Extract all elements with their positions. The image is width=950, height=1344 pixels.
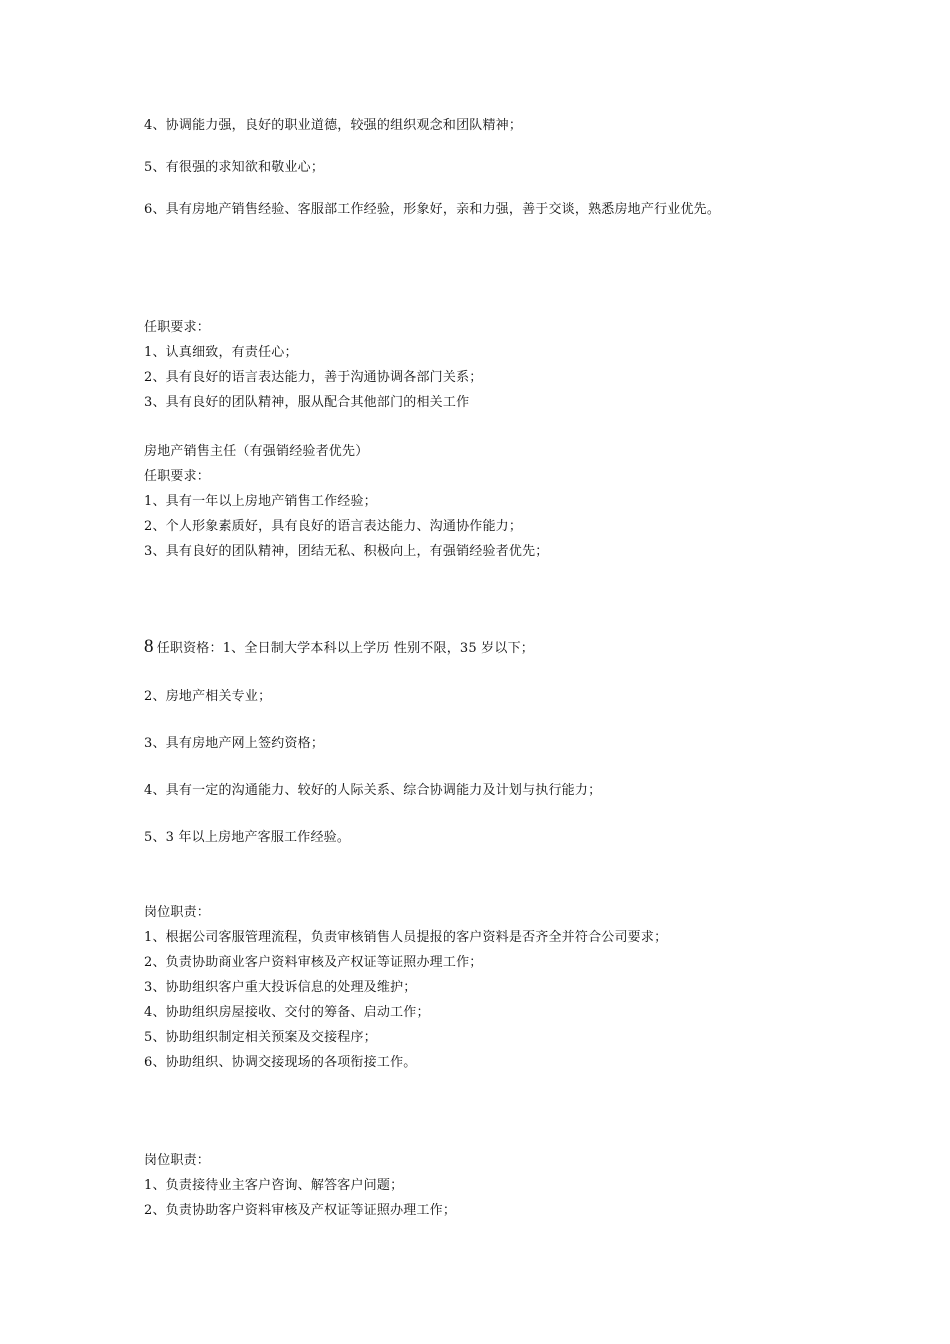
list-item: 1、认真细致，有责任心； — [144, 345, 298, 360]
list-item: 3、具有良好的团队精神，团结无私、积极向上，有强销经验者优先； — [144, 544, 549, 559]
list-item: 6、协助组织、协调交接现场的各项衔接工作。 — [144, 1055, 417, 1070]
list-item: 6、具有房地产销售经验、客服部工作经验，形象好，亲和力强，善于交谈，熟悉房地产行业优先。 — [144, 202, 721, 217]
list-item: 3、具有房地产网上签约资格； — [144, 736, 325, 751]
list-item: 2、具有良好的语言表达能力，善于沟通协调各部门关系； — [144, 370, 483, 385]
list-item: 1、具有一年以上房地产销售工作经验； — [144, 494, 377, 509]
list-item: 4、协助组织房屋接收、交付的筹备、启动工作； — [144, 1005, 430, 1020]
section-heading: 岗位职责： — [144, 905, 211, 920]
section-number: 8 — [144, 636, 154, 657]
list-item: 2、个人形象素质好，具有良好的语言表达能力、沟通协作能力； — [144, 519, 523, 534]
section-heading: 任职要求： — [144, 320, 211, 335]
list-item: 1、根据公司客服管理流程，负责审核销售人员提报的客户资料是否齐全并符合公司要求； — [144, 930, 668, 945]
list-item: 3、具有良好的团队精神，服从配合其他部门的相关工作 — [144, 395, 470, 410]
list-item: 5、3 年以上房地产客服工作经验。 — [144, 830, 351, 845]
list-item: 3、协助组织客户重大投诉信息的处理及维护； — [144, 980, 417, 995]
list-item: 5、有很强的求知欲和敬业心； — [144, 160, 325, 175]
position-title: 房地产销售主任（有强销经验者优先） — [144, 444, 369, 459]
list-item: 1、负责接待业主客户咨询、解答客户问题； — [144, 1178, 404, 1193]
list-item: 2、负责协助商业客户资料审核及产权证等证照办理工作； — [144, 955, 483, 970]
list-item: 5、协助组织制定相关预案及交接程序； — [144, 1030, 377, 1045]
qualification-first-line — [144, 637, 534, 657]
section-heading: 岗位职责： — [144, 1153, 211, 1168]
qualification-text: 任职资格：1、全日制大学本科以上学历 性别不限，35 岁以下； — [156, 641, 534, 656]
list-item: 4、具有一定的沟通能力、较好的人际关系、综合协调能力及计划与执行能力； — [144, 783, 602, 798]
list-item: 2、负责协助客户资料审核及产权证等证照办理工作； — [144, 1203, 457, 1218]
section-heading: 任职要求： — [144, 469, 211, 484]
list-item: 2、房地产相关专业； — [144, 689, 272, 704]
list-item: 4、协调能力强，良好的职业道德，较强的组织观念和团队精神； — [144, 118, 523, 133]
